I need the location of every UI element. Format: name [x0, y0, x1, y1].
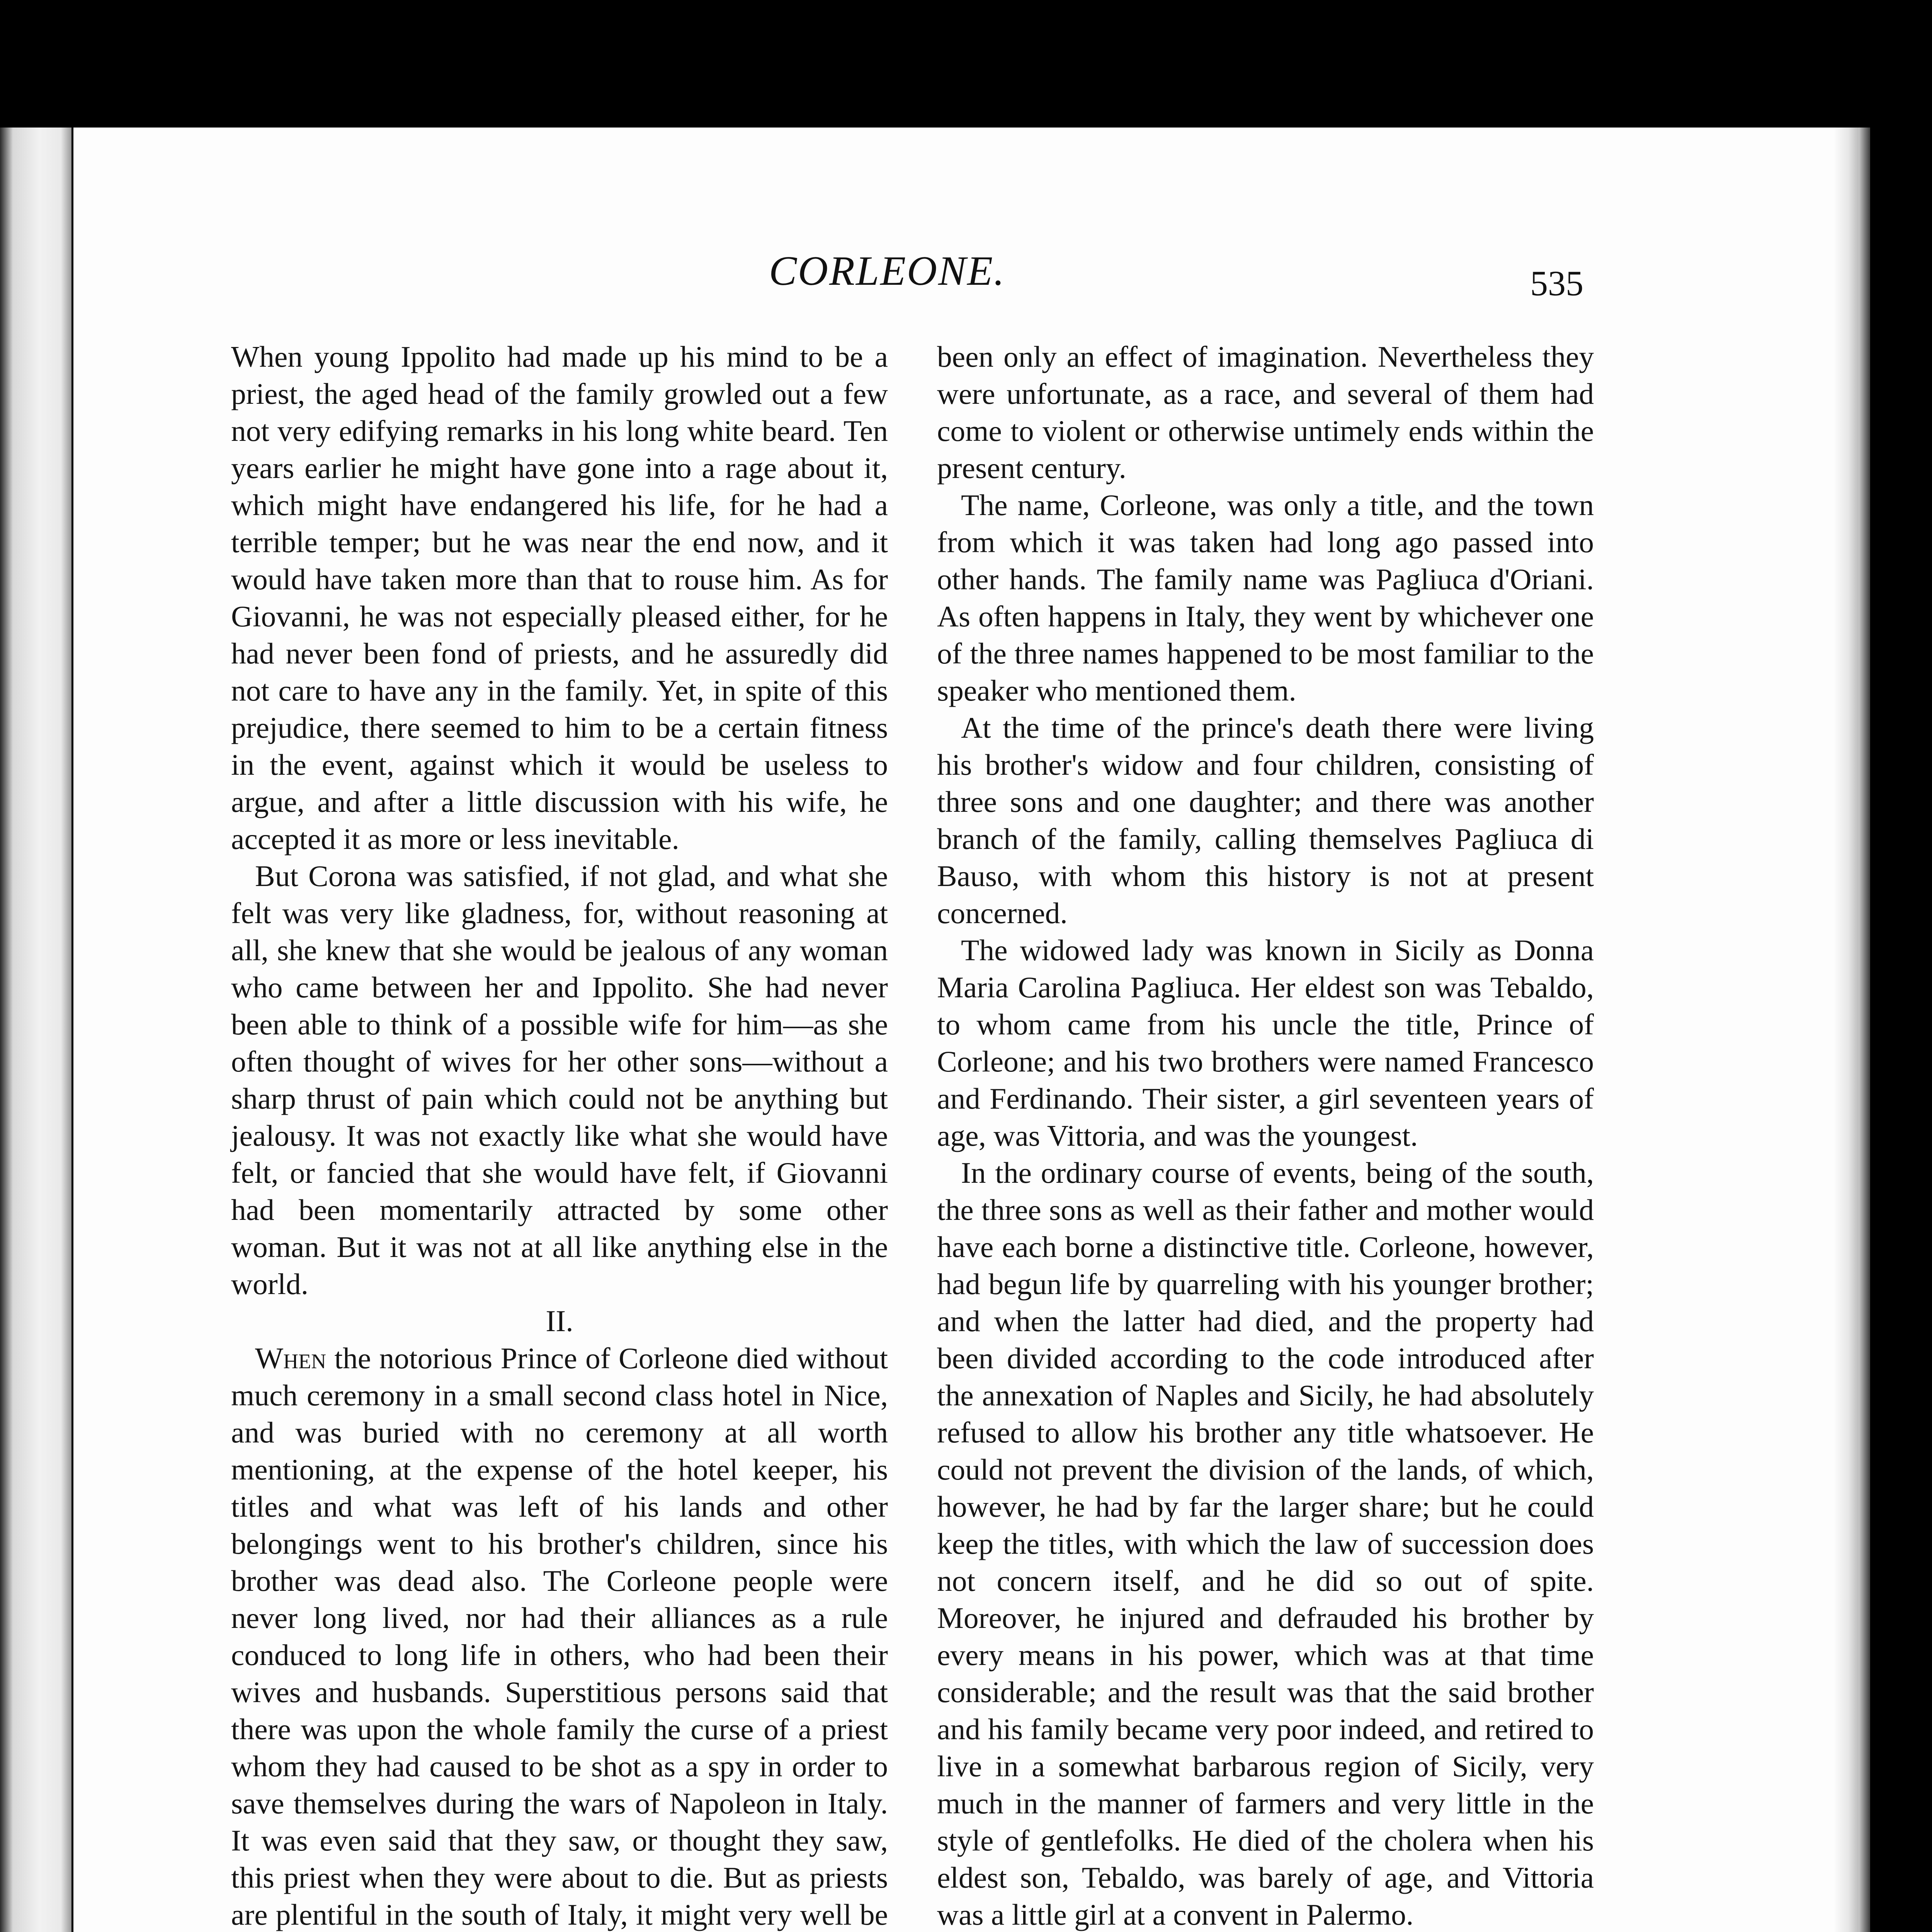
paragraph: The name, Corleone, was only a title, and the town from which it was taken had long ago passed into other hands. The family name was Pagliuca d'Oriani. As often happens in Italy, they went by whichever one of the three names happened to be most familiar to the speaker who mentioned them. [937, 488, 1594, 707]
paragraph: In the ordinary course of events, being of the south, the three sons as well as their father and mother would have each borne a distinctive title. Corleone, however, had begun life by quarreling with his younger brother; and when the latter had died, and the property had been divided according to the code introduced after the annexation of Naples and Sicily, he had absolutely refused to allow his brother any title whatsoever. He could not prevent the division of the lands, of which, however, he had by far the larger share; but he could keep the titles, with which the law of succession does not concern itself, and he did so out of spite. Moreover, he injured and defrauded his brother by every means in his power, which was at that time considerable; and the result was that the said brother and his family became very poor indeed, and retired to live in a somewhat barbarous region of Sicily, very much in the manner of farmers and very little in the style of gentlefolks. He died of the cholera when his eldest son, Tebaldo, was barely of age, and Vittoria was a little girl at a convent in Palermo. [937, 1156, 1594, 1931]
section-heading: II. [546, 1304, 573, 1338]
left-column [231, 338, 888, 1932]
section-first-word: When [255, 1342, 327, 1375]
page-number: 535 [1530, 264, 1583, 303]
paragraph-text: the notorious Prince of Corleone died without much ceremony in a small second class hotel in Nice, and was buried with no ceremony at all worth mentioning, at the expense of the hotel keeper, his titles and what was left of his lands and other belongings went to his brother's children, since his brother was dead also. The Corleone people were never long lived, nor had their alliances as a rule conduced to long life in others, who had been their wives and husbands. Superstitious persons said that there was upon the whole family the curse of a priest whom they had caused to be shot as a spy in order to save themselves during the wars of Napoleon in Italy. It was even said that they saw, or thought they saw, this priest when they were about to die. But as priests are plentiful in the south of Italy, it might very well be [231, 1342, 888, 1931]
left-page-edge [0, 128, 71, 1932]
paragraph: At the time of the prince's death there were living his brother's widow and four children, consisting of three sons and one daughter; and there was another branch of the family, calling themselves Pagliuca di Bauso, with whom this history is not at present concerned. [937, 711, 1594, 930]
paragraph: When young Ippolito had made up his mind to be a priest, the aged head of the family growled out a few not very edifying remarks in his long white beard. Ten years earlier he might have gone into a rage about it, which might have endangered his life, for he had a terrible temper; but he was near the end now, and it would have taken more than that to rouse him. As for Giovanni, he was not especially pleased either, for he had never been fond of priests, and he assuredly did not care to have any in the family. Yet, in spite of this prejudice, there seemed to him to be a certain fitness in the event, against which it would be useless to argue, and after a little discussion with his wife, he accepted it as more or less inevitable. [231, 340, 888, 855]
paragraph: But Corona was satisfied, if not glad, and what she felt was very like gladness, for, without reasoning at all, she knew that she would be jealous of any woman who came between her and Ippolito. She had never been able to think of a possible wife for him—as she often thought of wives for her other sons—without a sharp thrust of pain which could not be anything but jealousy. It was not exactly like what she would have felt, or fancied that she would have felt, if Giovanni had been momentarily attracted by some other woman. But it was not at all like anything else in the world. [231, 859, 888, 1301]
right-column [937, 338, 1594, 1932]
paragraph: The widowed lady was known in Sicily as Donna Maria Carolina Pagliuca. Her eldest son was Tebaldo, to whom came from his uncle the title, Prince of Corleone; and his two brothers were named Francesco and Ferdinando. Their sister, a girl seventeen years of age, was Vittoria, and was the youngest. [937, 934, 1594, 1152]
paragraph: been only an effect of imagination. Nevertheless they were unfortunate, as a race, and several of them had come to violent or otherwise untimely ends within the present century. [937, 340, 1594, 485]
page-right-edge [1833, 128, 1859, 1932]
running-title: CORLEONE. [769, 248, 1006, 294]
paragraph [231, 1340, 888, 1932]
page-shadow [1859, 128, 1870, 1932]
